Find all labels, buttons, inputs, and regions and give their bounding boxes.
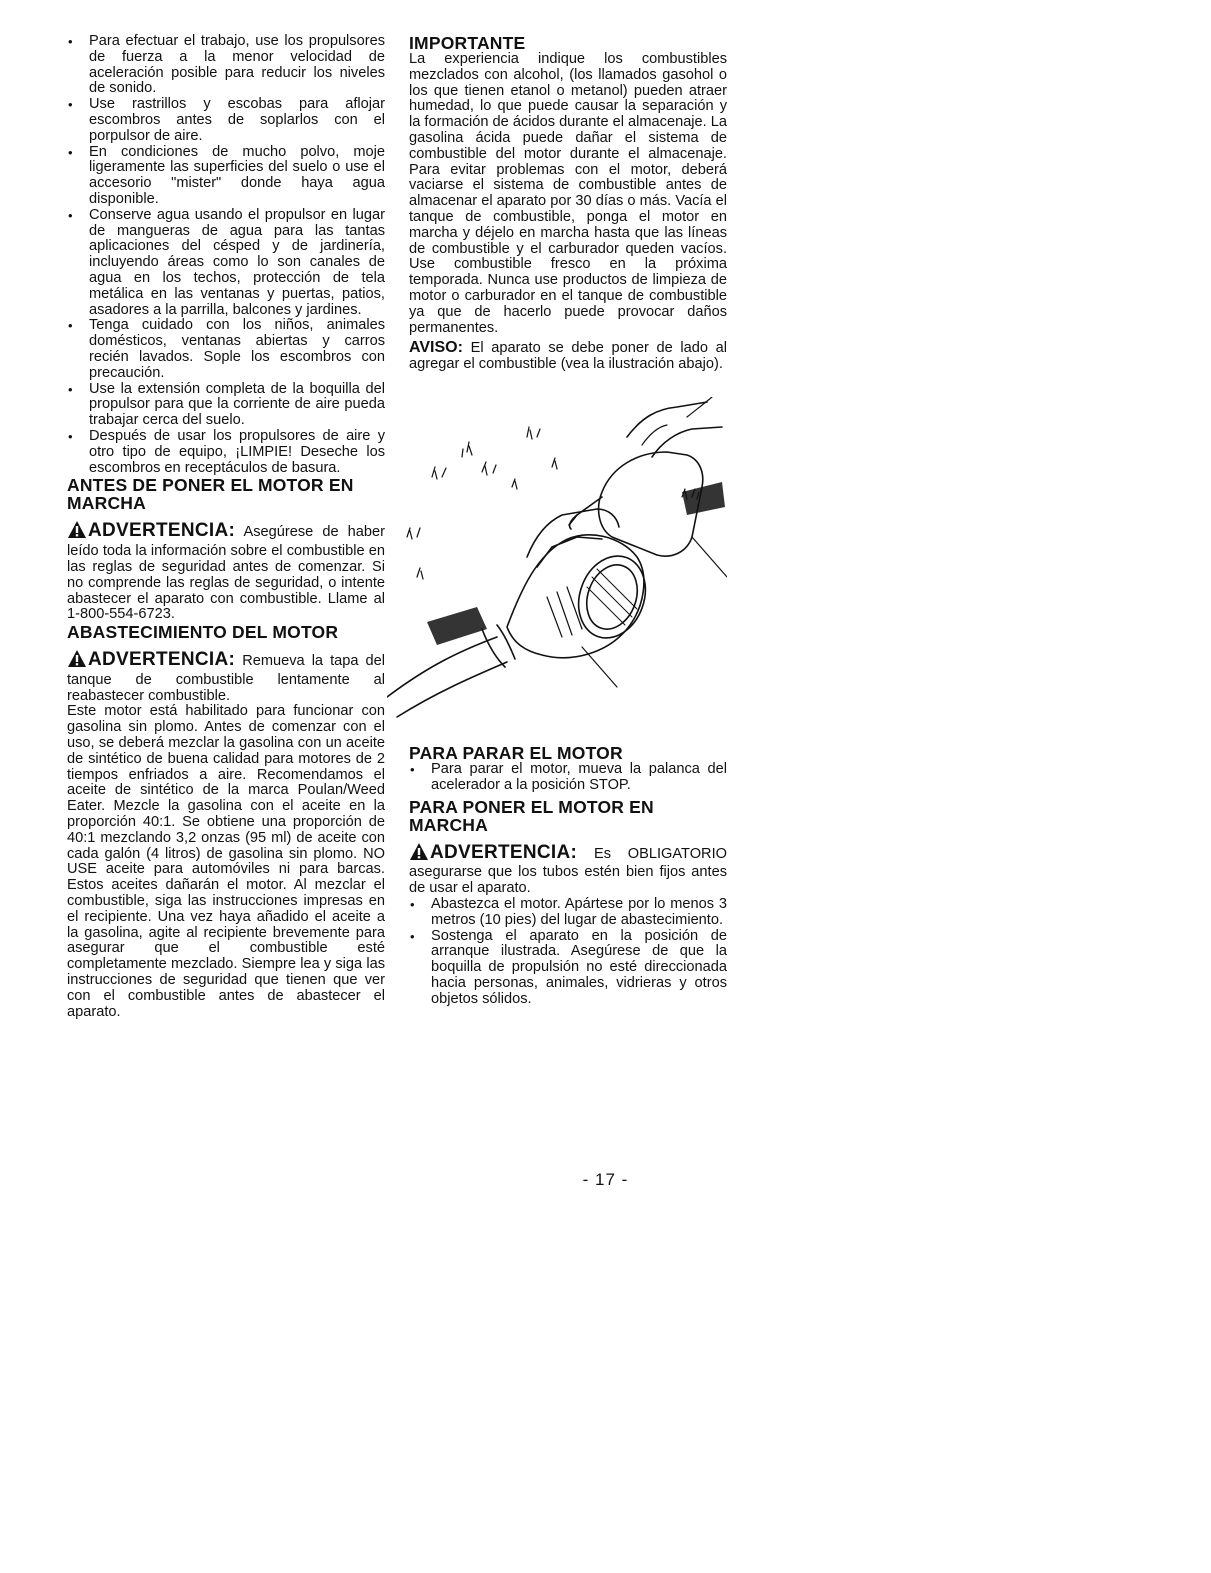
heading-importante: IMPORTANTE	[409, 33, 526, 53]
warning-label: ADVERTENCIA:	[430, 841, 578, 863]
left-column	[67, 34, 385, 1020]
warning-block-tubes	[409, 842, 727, 897]
aviso-label: AVISO:	[409, 339, 463, 357]
warning-block-fuel-cap	[67, 649, 385, 704]
warning-text: Asegúrese de haber leído toda la información sobre el combustible en las reglas de seguridad antes de comenzar. Si no comprende las reglas de seguridad, o intente abastecer el aparato con combustible. Llame al 1-800-554-6723.	[67, 524, 385, 623]
list-item: • Use la extensión completa de la boquilla del propulsor para que la corriente de aire pueda trabajar cerca del suelo.	[67, 382, 385, 429]
work-tips-list	[67, 34, 385, 476]
list-item: • Tenga cuidado con los niños, animales domésticos, ventanas abiertas y carros recién lavados. Sople los escombros con precaución.	[67, 318, 385, 381]
page-number: - 17 -	[582, 1170, 629, 1189]
warning-triangle-icon	[67, 649, 87, 673]
warning-label: ADVERTENCIA:	[88, 649, 236, 671]
aviso-paragraph	[409, 340, 727, 373]
aviso-text: El aparato se debe poner de lado al agregar el combustible (vea la ilustración abajo).	[409, 340, 727, 373]
heading-abastecimiento: ABASTECIMIENTO DEL MOTOR	[67, 622, 339, 643]
heading-poner-motor: PARA PONER EL MOTOR EN MARCHA	[409, 796, 654, 835]
list-item: • Para efectuar el trabajo, use los propulsores de fuerza a la menor velocidad de aceleración posible para reducir los niveles de sonido.	[67, 34, 385, 97]
list-item: • Sostenga el aparato en la posición de arranque ilustrada. Asegúrese de que la boquilla de propulsión no esté direccionada hacia personas, animales, vidrieras y otros objetos sólidos.	[409, 929, 727, 1008]
warning-text: Es OBLIGATORIO asegurarse que los tubos estén bien fijos antes de usar el aparato.	[409, 845, 727, 897]
warning-block-fuel-rules	[67, 520, 385, 623]
heading-antes-de-poner: ANTES DE PONER EL MOTOR EN MARCHA	[67, 475, 354, 514]
heading-parar-motor: PARA PARAR EL MOTOR	[409, 742, 623, 763]
list-item: • Abastezca el motor. Apártese por lo menos 3 metros (10 pies) del lugar de abastecimiento.	[409, 897, 727, 929]
blower-refueling-illustration	[387, 397, 727, 722]
warning-triangle-icon	[67, 520, 87, 544]
fuel-mixing-paragraph: Este motor está habilitado para funcionar con gasolina sin plomo. Antes de comenzar con el uso, se deberá mezclar la gasolina con un aceite de sintético de buena calidad para motores de 2 tiempos enfriados a aire. Recomendamos el aceite de sintético de la marca Poulan/Weed Eater. Mezcle la gasolina con el aceite en la proporción 40:1. Se obtiene una proporción de 40:1 mezclando 3,2 onzas (95 ml) de aceite con cada galón (4 litros) de gasolina sin plomo. NO USE aceite para automóviles ni para barcas. Estos aceites dañarán el motor. Al mezclar el combustible, siga las instrucciones impresas en el recipiente. Una vez haya añadido el aceite a la gasolina, agite al recipiente brevemente para asegurar que el combustible esté completamente mezclado. Siempre lea y siga las instrucciones de seguridad que tienen que ver con el combustible antes de abastecer el aparato.	[67, 703, 385, 1020]
list-item: • Conserve agua usando el propulsor en lugar de mangueras de agua para las tantas aplicaciones del césped y de jardinería, incluyendo áreas como lo son canales de agua en los techos, protección de tela metálica en las ventanas y puertas, patios, asadores a la parrilla, balcones y jardines.	[67, 208, 385, 319]
list-item: • Para parar el motor, mueva la palanca del acelerador a la posición STOP.	[409, 762, 727, 794]
right-column	[409, 34, 727, 1008]
warning-label: ADVERTENCIA:	[88, 520, 236, 542]
start-engine-list	[409, 897, 727, 1008]
importante-paragraph: La experiencia indique los combustibles mezclados con alcohol, (los llamados gasohol o los que tienen etanol o metanol) pueden atraer humedad, lo que puede causar la separación y la formación de ácidos durante el almacenaje. La gasolina ácida puede dañar el sistema de combustible del motor durante el almacenaje. Para evitar problemas con el motor, deberá vaciarse el sistema de combustible antes de almacenar el aparato por 30 días o más. Vacía el tanque de combustible, ponga el motor en marcha y déjelo en marcha hasta que las líneas de combustible y el carburador queden vacíos. Use combustible fresco en la próxima temporada. Nunca use productos de limpieza de motor o carburador en el tanque de combustible ya que de hacerlo puede provocar daños permanentes.	[409, 51, 728, 336]
list-item: • Use rastrillos y escobas para aflojar escombros antes de soplarlos con el porpulsor de aire.	[67, 97, 385, 144]
warning-triangle-icon	[409, 842, 429, 866]
list-item: • En condiciones de mucho polvo, moje ligeramente las superficies del suelo o use el accesorio "mister" donde haya agua disponible.	[67, 145, 385, 208]
stop-engine-list	[409, 762, 727, 794]
warning-text: Remueva la tapa del tanque de combustible lentamente al reabastecer combustible.	[67, 653, 385, 704]
list-item: • Después de usar los propulsores de aire y otro tipo de equipo, ¡LIMPIE! Deseche los escombros en receptáculos de basura.	[67, 429, 385, 476]
